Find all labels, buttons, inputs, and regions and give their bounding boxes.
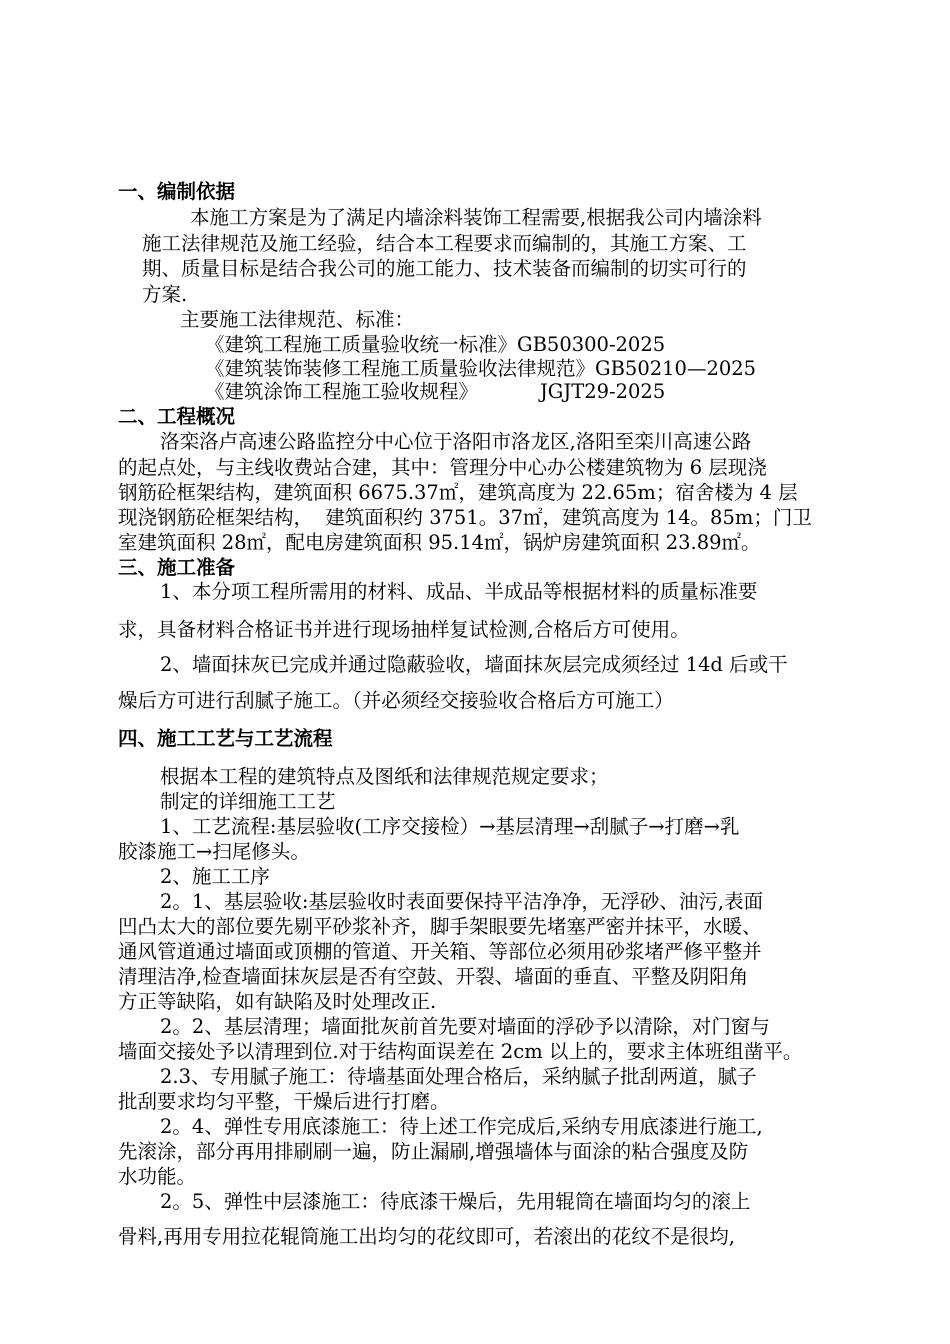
standards-intro: 主要施工法律规范、标准：: [180, 308, 415, 331]
standard-item: 《建筑装饰装修工程施工质量验收法律规范》GB50210—2025: [205, 357, 757, 380]
paragraph-line: 墙面交接处予以清理到位.对于结构面误差在 2cm 以上的，要求主体班组凿平。: [118, 1040, 803, 1063]
section-heading-1: 一、编制依据: [118, 180, 236, 203]
paragraph-line: 2.3、专用腻子施工：待墙基面处理合格后，采纳腻子批刮两道，腻子: [160, 1065, 757, 1088]
paragraph-line: 现浇钢筋砼框架结构， 建筑面积约 3751。37㎡，建筑高度为 14。85m；门卫: [118, 506, 812, 529]
standard-item: 《建筑涂饰工程施工验收规程》 JGJT29-2025: [205, 380, 666, 403]
paragraph-line: 2、墙面抹灰已完成并通过隐蔽验收，墙面抹灰层完成须经过 14d 后或干: [160, 653, 788, 676]
paragraph-line: 室建筑面积 28㎡，配电房建筑面积 95.14㎡，锅炉房建筑面积 23.89㎡。: [118, 531, 761, 554]
paragraph-line: 制定的详细施工工艺: [160, 790, 336, 813]
paragraph-line: 清理洁净,检查墙面抹灰层是否有空鼓、开裂、墙面的垂直、平整及阴阳角: [118, 965, 749, 988]
paragraph-line: 方案.: [142, 283, 188, 306]
paragraph-line: 2。4、弹性专用底漆施工：待上述工作完成后,采纳专用底漆进行施工,: [160, 1115, 763, 1138]
paragraph-line: 1、本分项工程所需用的材料、成品、半成品等根据材料的质量标准要: [160, 580, 758, 603]
paragraph-line: 2、施工工序: [160, 865, 270, 888]
paragraph-line: 根据本工程的建筑特点及图纸和法律规范规定要求；: [160, 765, 609, 788]
paragraph-line: 2。1、基层验收:基层验收时表面要保持平洁净净，无浮砂、油污,表面: [160, 890, 764, 913]
paragraph-line: 洛栾洛卢高速公路监控分中心位于洛阳市洛龙区,洛阳至栾川高速公路: [160, 430, 752, 453]
section-heading-2: 二、工程概况: [118, 405, 236, 428]
paragraph-line: 方正等缺陷，如有缺陷及时处理改正.: [118, 990, 437, 1013]
paragraph-line: 的起点处，与主线收费站合建，其中：管理分中心办公楼建筑物为 6 层现浇: [118, 456, 767, 479]
paragraph-line: 先滚涂，部分再用排刷刷一遍，防止漏刷,增强墙体与面涂的粘合强度及防: [118, 1140, 749, 1163]
section-heading-4: 四、施工工艺与工艺流程: [118, 727, 333, 750]
paragraph-line: 批刮要求均匀平整，干燥后进行打磨。: [118, 1090, 450, 1113]
paragraph-line: 2。5、弹性中层漆施工：待底漆干燥后，先用辊筒在墙面均匀的滚上: [160, 1190, 751, 1213]
paragraph-line: 期、质量目标是结合我公司的施工能力、技术装备而编制的切实可行的: [142, 257, 747, 280]
paragraph-line: 1、工艺流程:基层验收(工序交接检）→基层清理→刮腻子→打磨→乳: [160, 815, 740, 838]
paragraph-line: 本施工方案是为了满足内墙涂料装饰工程需要,根据我公司内墙涂料: [190, 206, 762, 229]
section-heading-3: 三、施工准备: [118, 556, 236, 579]
paragraph-line: 2。2、基层清理；墙面批灰前首先要对墙面的浮砂予以清除，对门窗与: [160, 1015, 770, 1038]
paragraph-line: 施工法律规范及施工经验，结合本工程要求而编制的，其施工方案、工: [142, 232, 747, 255]
paragraph-line: 胶漆施工→扫尾修头。: [118, 840, 310, 863]
paragraph-line: 燥后方可进行刮腻子施工。（并必须经交接验收合格后方可施工）: [118, 689, 674, 712]
paragraph-line: 求，具备材料合格证书并进行现场抽样复试检测,合格后方可使用。: [118, 618, 690, 641]
paragraph-line: 骨料,再用专用拉花辊筒施工出均匀的花纹即可，若滚出的花纹不是很均,: [118, 1225, 735, 1248]
paragraph-line: 通风管道通过墙面或顶棚的管道、开关箱、等部位必须用砂浆堵严修平整并: [118, 940, 762, 963]
paragraph-line: 凹凸太大的部位要先剔平砂浆补齐，脚手架眼要先堵塞严密并抹平，水暖、: [118, 915, 762, 938]
standard-item: 《建筑工程施工质量验收统一标准》GB50300-2025: [205, 333, 666, 356]
paragraph-line: 水功能。: [118, 1165, 197, 1188]
paragraph-line: 钢筋砼框架结构，建筑面积 6675.37㎡，建筑高度为 22.65m；宿舍楼为 4 层: [118, 481, 798, 504]
